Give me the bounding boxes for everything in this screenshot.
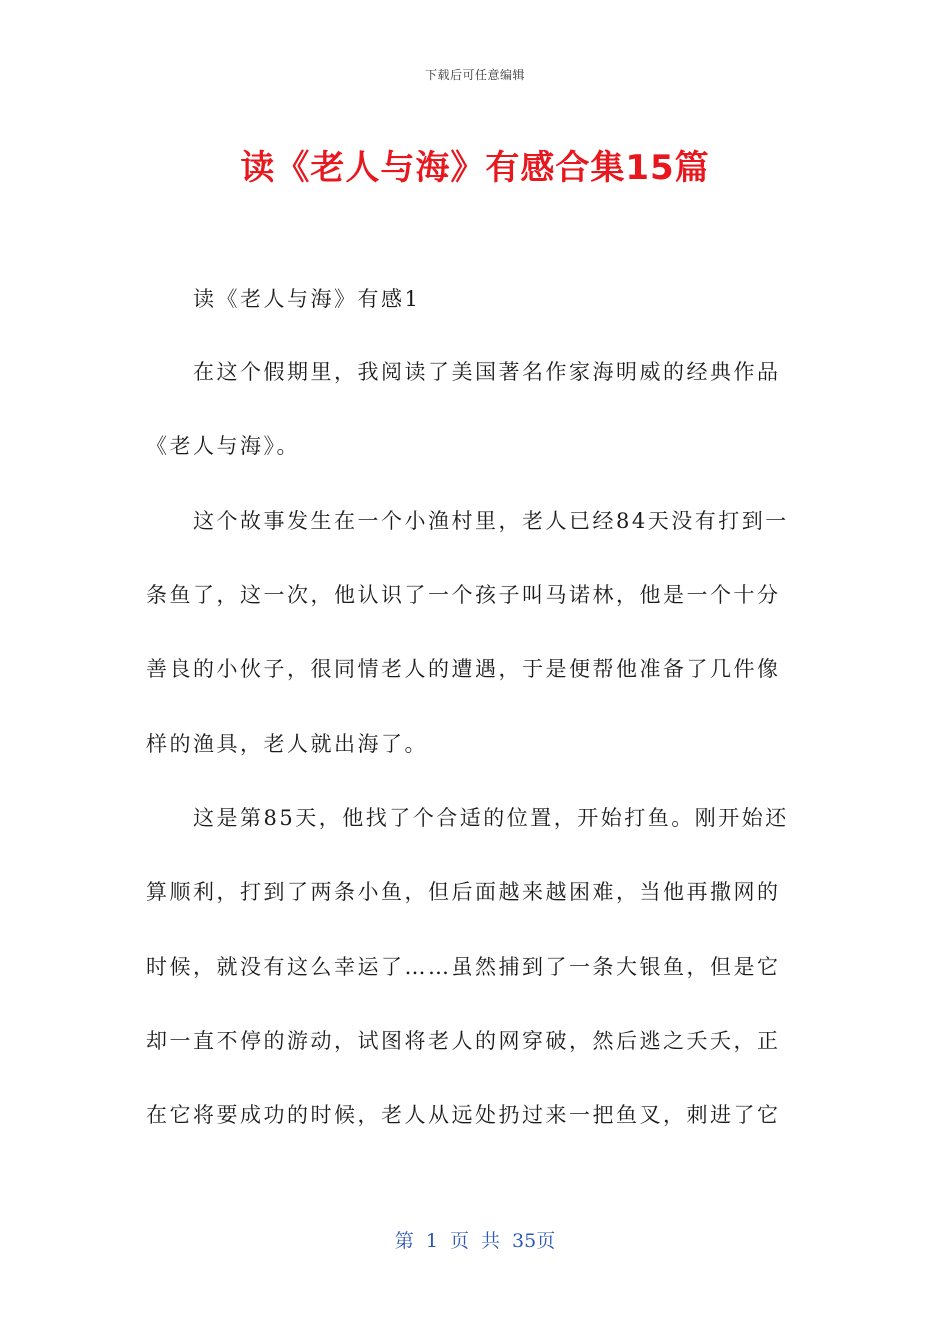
paragraph-line: 时候，就没有这么幸运了……虽然捕到了一条大银鱼，但是它	[146, 955, 781, 979]
paragraph-line: 《老人与海》。	[146, 434, 300, 458]
paragraph-line: 这个故事发生在一个小渔村里，老人已经84天没有打到一	[193, 509, 789, 533]
page-number-footer: 第 1 页 共 35页	[394, 1230, 556, 1252]
section-heading: 读《老人与海》有感1	[193, 287, 421, 311]
paragraph-line: 算顺利，打到了两条小鱼，但后面越来越困难，当他再撒网的	[146, 880, 781, 904]
paragraph-line: 这是第85天，他找了个合适的位置，开始打鱼。刚开始还	[193, 806, 789, 830]
paragraph-line: 却一直不停的游动，试图将老人的网穿破，然后逃之夭夭，正	[146, 1029, 781, 1053]
paragraph-line: 在它将要成功的时候，老人从远处扔过来一把鱼叉，刺进了它	[146, 1103, 781, 1127]
paragraph-line: 在这个假期里，我阅读了美国著名作家海明威的经典作品	[193, 360, 781, 384]
paragraph-line: 条鱼了，这一次，他认识了一个孩子叫马诺林，他是一个十分	[146, 583, 781, 607]
header-note: 下载后可任意编辑	[424, 68, 525, 82]
document-title: 读《老人与海》有感合集15篇	[240, 148, 710, 188]
paragraph-line: 样的渔具，老人就出海了。	[146, 732, 428, 756]
paragraph-line: 善良的小伙子，很同情老人的遭遇，于是便帮他准备了几件像	[146, 657, 781, 681]
